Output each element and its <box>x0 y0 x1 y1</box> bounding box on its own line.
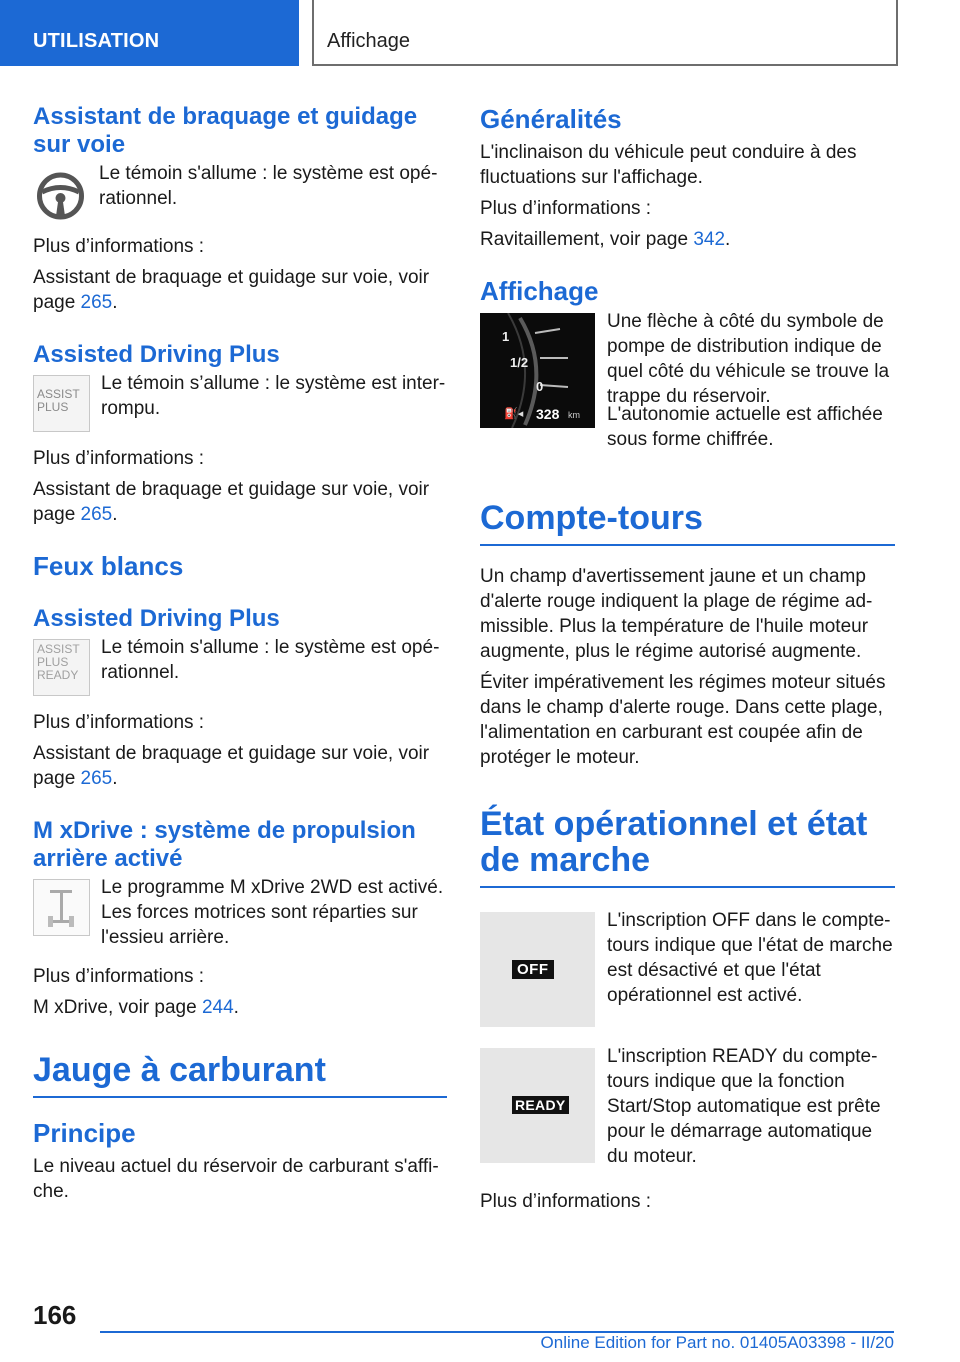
gauge-range-unit: km <box>568 410 580 420</box>
reference-assist-plus-ready <box>33 741 447 791</box>
ready-state-row <box>480 1048 895 1169</box>
more-info-label: Plus d’informations : <box>33 966 205 987</box>
reference-assist-plus <box>33 477 447 527</box>
header-title-box <box>312 0 898 66</box>
assist-plus-ready-icon-label: ASSIST PLUS READY <box>37 642 80 682</box>
fuel-arrow-text: Une flèche à côté du symbole de pompe de distribution indique de quel côté du véhicule se trouve la trappe du réservoir. <box>607 311 890 407</box>
page-link-265[interactable]: 265 <box>80 292 113 313</box>
page-link-342[interactable]: 342 <box>693 229 726 250</box>
page-link-265[interactable]: 265 <box>80 768 113 789</box>
fuel-display-texts <box>607 309 895 409</box>
heading-principle: Principe <box>33 1118 136 1148</box>
off-state-text: L'inscription OFF dans le compte-tours indique que l'état de marche est désactivé et que l'état opérationnel est activé. <box>607 910 893 1006</box>
assist-plus-ready-row <box>33 635 447 696</box>
ready-state-text: L'inscription READY du compte-tours indique que la fonction Start/Stop automatique est prête pour le démarrage automatique du moteur. <box>607 1046 881 1167</box>
ready-indicator-image <box>480 1048 595 1163</box>
reference-text: Assistant de braquage et guidage sur voie, voir page <box>33 743 430 789</box>
period: . <box>233 997 239 1018</box>
period: . <box>112 768 118 789</box>
steering-indicator-text: Le témoin s'allume : le système est opérationnel. <box>99 163 438 209</box>
left-column <box>33 100 447 1204</box>
heading-operational-state: État opérationnel et état de marche <box>480 806 895 888</box>
period: . <box>112 504 118 525</box>
heading-white-lights: Feux blancs <box>33 551 184 581</box>
fuel-gauge-image <box>480 313 595 428</box>
gauge-range-value: 328 <box>536 406 560 422</box>
off-badge: OFF <box>512 960 554 979</box>
gauge-mark-empty: 0 <box>536 379 544 394</box>
more-info-label: Plus d’informations : <box>33 236 205 257</box>
tachometer-text-2: Éviter impérativement les régimes moteur situés dans le champ d'alerte rouge. Dans cette plage, l'alimentation en carburant est coupée afin de protéger le moteur. <box>480 672 886 768</box>
off-indicator-image <box>480 912 595 1027</box>
assist-plus-ready-icon <box>33 639 90 696</box>
heading-steering-assistant: Assistant de braquage et guidage sur voie <box>33 103 418 158</box>
ready-badge: READY <box>512 1096 569 1114</box>
header-section-tab <box>0 0 299 66</box>
heading-fuel-gauge: Jauge à carburant <box>33 1052 447 1098</box>
more-info-label: Plus d’informations : <box>480 1191 652 1212</box>
gauge-mark-full: 1 <box>502 329 510 344</box>
heading-m-xdrive: M xDrive : système de propulsion arrière activé <box>33 817 416 872</box>
reference-text: Assistant de braquage et guidage sur voie, voir page <box>33 267 430 313</box>
m-xdrive-row <box>33 875 447 950</box>
off-state-row <box>480 912 895 1027</box>
page-link-265[interactable]: 265 <box>80 504 113 525</box>
assist-plus-icon-label: ASSIST PLUS <box>37 387 80 414</box>
assist-plus-ready-text: Le témoin s'allume : le système est opérationnel. <box>101 637 440 683</box>
reference-text: Ravitaillement, voir page <box>480 229 694 250</box>
more-info-label: Plus d’informations : <box>33 712 205 733</box>
more-info-label: Plus d’informations : <box>33 448 205 469</box>
heading-assisted-driving-plus-ready: Assisted Driving Plus <box>33 605 280 632</box>
m-xdrive-icon <box>33 879 90 936</box>
reference-m-xdrive <box>33 995 447 1020</box>
gauge-mark-half: 1/2 <box>510 355 529 370</box>
more-info-label: Plus d’informations : <box>480 198 652 219</box>
principle-text: Le niveau actuel du réservoir de carburant s'affiche. <box>33 1156 439 1202</box>
steering-indicator-row <box>33 161 447 220</box>
assist-plus-text: Le témoin s’allume : le système est interrompu. <box>101 373 446 419</box>
heading-display: Affichage <box>480 276 599 306</box>
heading-generalities: Généralités <box>480 104 622 134</box>
fuel-pump-icon: ⛽◂ <box>504 408 524 420</box>
tachometer-text-1: Un champ d'avertissement jaune et un champ d'alerte rouge indiquent la plage de régime admissible. Plus la température de l'huile moteur augmente, plus le régime autorisé augmente. <box>480 566 873 662</box>
reference-refuelling <box>480 227 895 252</box>
reference-steering <box>33 265 447 315</box>
m-xdrive-text: Le programme M xDrive 2WD est activé. Les forces motrices sont réparties sur l'essieu arrière. <box>101 877 444 948</box>
generalities-text: L'inclinaison du véhicule peut conduire à des fluctuations sur l'affichage. <box>480 142 857 188</box>
period: . <box>112 292 118 313</box>
assist-plus-icon <box>33 375 90 432</box>
header-title: Affichage <box>327 30 411 52</box>
assist-plus-row <box>33 371 447 432</box>
heading-tachometer: Compte-tours <box>480 500 895 546</box>
reference-text: Assistant de braquage et guidage sur voie, voir page <box>33 479 430 525</box>
header-section-label: UTILISATION <box>33 30 160 52</box>
steering-wheel-icon <box>33 165 88 220</box>
reference-text: M xDrive, voir page <box>33 997 202 1018</box>
heading-assisted-driving-plus: Assisted Driving Plus <box>33 341 280 368</box>
fuel-range-text: L'autonomie actuelle est affichée sous forme chiffrée. <box>607 404 883 450</box>
right-column <box>480 100 895 1214</box>
page-link-244[interactable]: 244 <box>201 997 234 1018</box>
period: . <box>725 229 731 250</box>
page-number: 166 <box>33 1300 77 1330</box>
footer-edition: Online Edition for Part no. 01405A03398 - II/20 <box>540 1333 894 1352</box>
